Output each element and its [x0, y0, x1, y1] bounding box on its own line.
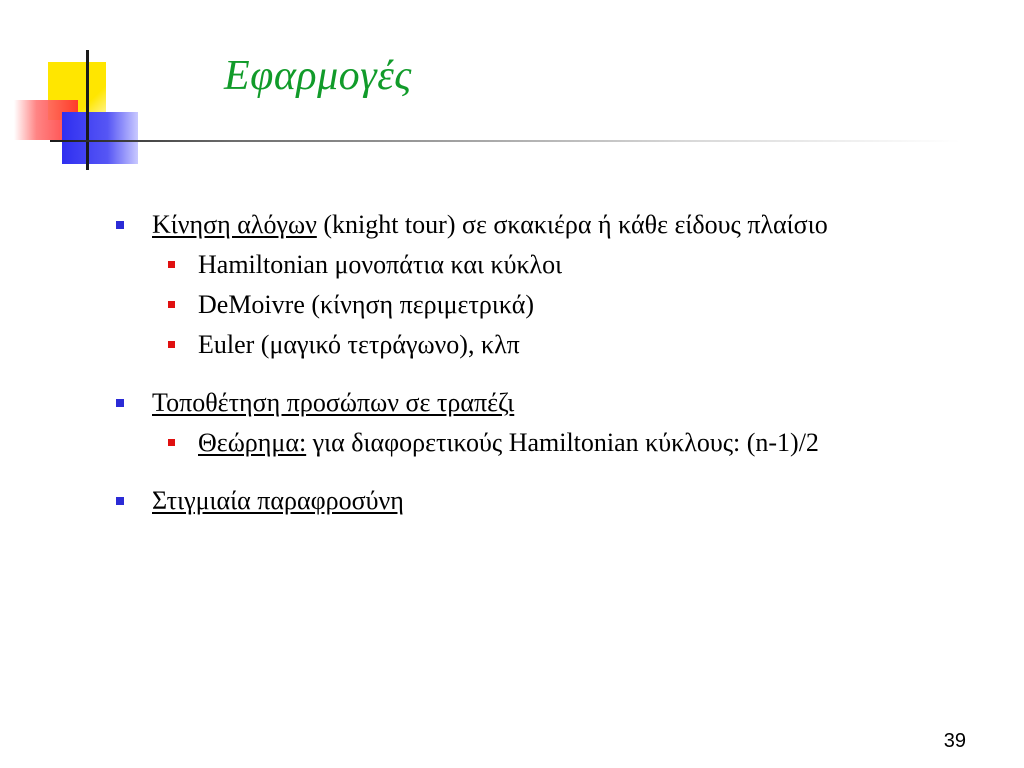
- square-bullet-icon: [116, 497, 124, 505]
- sub-bullet-text: Euler (μαγικό τετράγωνο), κλπ: [198, 330, 520, 359]
- square-bullet-icon: [116, 399, 124, 407]
- decorative-corner-graphic: [0, 0, 150, 170]
- sub-bullet-item: [112, 285, 972, 325]
- sub-bullet-text: για διαφορετικούς Hamiltonian κύκλους: (n-1)/2: [306, 428, 819, 457]
- slide-title: Εφαρμογές: [224, 53, 412, 99]
- sub-bullet-text: Hamiltonian μονοπάτια και κύκλοι: [198, 250, 563, 279]
- sub-bullet-item: [112, 245, 972, 285]
- sub-bullet-text: DeMoivre (κίνηση περιμετρικά): [198, 290, 535, 319]
- square-bullet-icon: [116, 221, 124, 229]
- title-divider-line: [50, 140, 960, 142]
- sub-bullet-item: [112, 325, 972, 365]
- square-bullet-icon: [168, 301, 175, 308]
- bullet-item: [112, 205, 972, 245]
- bullet-item: [112, 481, 972, 521]
- bullet-underlined-text: Τοποθέτηση προσώπων σε τραπέζι: [152, 388, 515, 417]
- square-bullet-icon: [168, 261, 175, 268]
- sub-bullet-underlined-text: Θεώρημα:: [198, 428, 307, 457]
- blue-square-shape: [62, 112, 138, 164]
- bullet-underlined-text: Κίνηση αλόγων: [152, 210, 317, 239]
- bullet-text: (knight tour) σε σκακιέρα ή κάθε είδους πλαίσιο: [316, 210, 828, 239]
- slide-content: [112, 205, 972, 521]
- bullet-item: [112, 383, 972, 423]
- page-number: 39: [943, 730, 966, 752]
- vertical-line: [86, 50, 89, 170]
- bullet-underlined-text: Στιγμιαία παραφροσύνη: [152, 486, 404, 515]
- square-bullet-icon: [168, 439, 175, 446]
- square-bullet-icon: [168, 341, 175, 348]
- sub-bullet-item: [112, 423, 972, 463]
